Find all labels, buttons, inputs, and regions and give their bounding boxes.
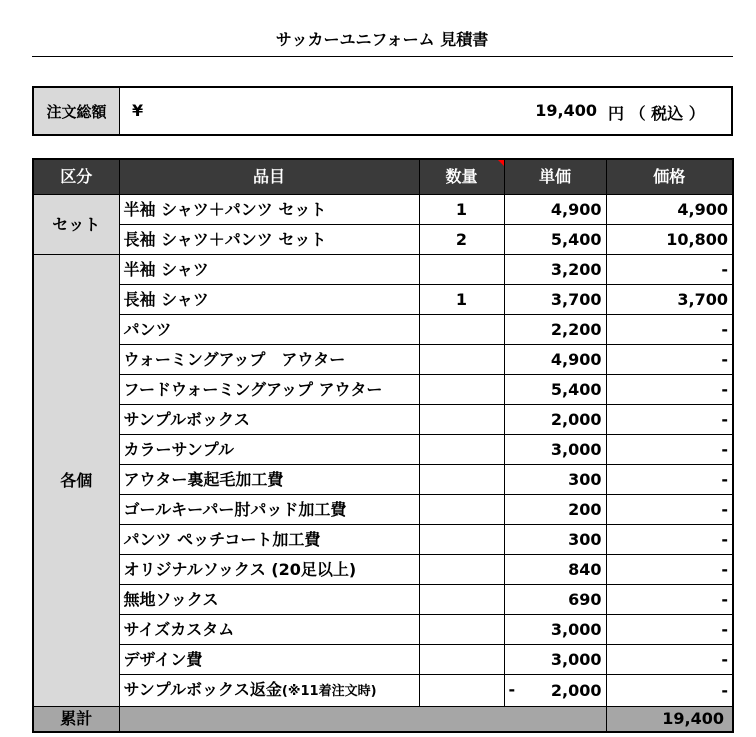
- table-row: [33, 225, 733, 255]
- table-row: [33, 525, 733, 555]
- table-row: [33, 465, 733, 495]
- amount-cell: -: [606, 375, 733, 405]
- unit-price-cell: 5,400: [504, 225, 606, 255]
- table-row: [33, 555, 733, 585]
- item-cell: サイズカスタム: [119, 615, 419, 645]
- order-total-amount: 19,400: [535, 101, 597, 120]
- item-cell: ゴールキーパー肘パッド加工費: [119, 495, 419, 525]
- title-underline: [32, 56, 733, 57]
- table-row: [33, 495, 733, 525]
- quantity-cell: [419, 435, 504, 465]
- quantity-cell: [419, 315, 504, 345]
- quantity-cell: [419, 585, 504, 615]
- amount-cell: -: [606, 315, 733, 345]
- quantity-cell: [419, 525, 504, 555]
- quantity-cell: 1: [419, 195, 504, 225]
- item-cell-refund: [119, 675, 419, 707]
- unit-price-cell: 300: [504, 465, 606, 495]
- table-row: [33, 345, 733, 375]
- sum-amount: 19,400: [606, 707, 733, 733]
- sum-label: 累計: [33, 707, 119, 733]
- header-item: 品目: [119, 159, 419, 195]
- item-cell: ウォーミングアップ アウター: [119, 345, 419, 375]
- unit-price-cell: 4,900: [504, 345, 606, 375]
- item-cell: 長袖 シャツ＋パンツ セット: [119, 225, 419, 255]
- amount-cell: -: [606, 675, 733, 707]
- amount-cell: 3,700: [606, 285, 733, 315]
- sum-spacer: [119, 707, 606, 733]
- item-cell: フードウォーミングアップ アウター: [119, 375, 419, 405]
- refund-item-label: サンプルボックス返金: [123, 680, 282, 699]
- table-row: [33, 255, 733, 285]
- amount-cell: 10,800: [606, 225, 733, 255]
- yen-symbol: ¥: [132, 101, 144, 120]
- unit-price-cell: 3,000: [504, 645, 606, 675]
- table-row: [33, 615, 733, 645]
- unit-price-cell: 4,900: [504, 195, 606, 225]
- table-row: [33, 195, 733, 225]
- quantity-cell: [419, 555, 504, 585]
- header-category: 区分: [33, 159, 119, 195]
- order-total-unit: 円 （ 税込 ）: [608, 104, 705, 123]
- item-cell: サンプルボックス: [119, 405, 419, 435]
- quantity-cell: [419, 345, 504, 375]
- unit-price-cell: 2,000: [504, 405, 606, 435]
- quantity-cell: [419, 375, 504, 405]
- sum-row: [33, 707, 733, 733]
- unit-price-cell-refund: [504, 675, 606, 707]
- amount-cell: -: [606, 615, 733, 645]
- quantity-cell: 1: [419, 285, 504, 315]
- unit-price-cell: 840: [504, 555, 606, 585]
- negative-sign: -: [508, 680, 516, 699]
- item-cell: パンツ: [119, 315, 419, 345]
- item-cell: カラーサンプル: [119, 435, 419, 465]
- unit-price-cell: 3,000: [504, 615, 606, 645]
- table-row: [33, 585, 733, 615]
- item-cell: オリジナルソックス (20足以上): [119, 555, 419, 585]
- header-quantity-label: 数量: [445, 167, 478, 186]
- amount-cell: -: [606, 405, 733, 435]
- quantity-cell: [419, 615, 504, 645]
- header-amount: 価格: [606, 159, 733, 195]
- quantity-cell: [419, 255, 504, 285]
- refund-unit-price: 2,000: [550, 681, 602, 700]
- amount-cell: -: [606, 345, 733, 375]
- quantity-cell: 2: [419, 225, 504, 255]
- unit-price-cell: 3,000: [504, 435, 606, 465]
- table-row: [33, 435, 733, 465]
- amount-cell: -: [606, 495, 733, 525]
- unit-price-cell: 300: [504, 525, 606, 555]
- quantity-cell: [419, 405, 504, 435]
- item-cell: 半袖 シャツ: [119, 255, 419, 285]
- estimate-table: [32, 158, 734, 733]
- category-individual: 各個: [33, 255, 119, 707]
- comment-marker-icon: [498, 160, 504, 166]
- item-cell: デザイン費: [119, 645, 419, 675]
- header-unit-price: 単価: [504, 159, 606, 195]
- item-cell: 半袖 シャツ＋パンツ セット: [119, 195, 419, 225]
- table-row: [33, 285, 733, 315]
- table-row: [33, 315, 733, 345]
- quantity-cell: [419, 645, 504, 675]
- item-cell: アウター裏起毛加工費: [119, 465, 419, 495]
- document-title: サッカーユニフォーム 見積書: [275, 30, 489, 49]
- amount-cell: 4,900: [606, 195, 733, 225]
- table-header-row: [33, 159, 733, 195]
- amount-cell: -: [606, 465, 733, 495]
- item-cell: パンツ ペッチコート加工費: [119, 525, 419, 555]
- amount-cell: -: [606, 585, 733, 615]
- quantity-cell: [419, 675, 504, 707]
- refund-item-note: (※11着注文時): [281, 684, 377, 699]
- order-total-box: [32, 86, 733, 136]
- unit-price-cell: 690: [504, 585, 606, 615]
- quantity-cell: [419, 495, 504, 525]
- category-set: セット: [33, 195, 119, 255]
- amount-cell: -: [606, 255, 733, 285]
- amount-cell: -: [606, 645, 733, 675]
- amount-cell: -: [606, 435, 733, 465]
- order-total-value-cell: [120, 88, 731, 134]
- item-cell: 無地ソックス: [119, 585, 419, 615]
- amount-cell: -: [606, 525, 733, 555]
- table-row: [33, 405, 733, 435]
- unit-price-cell: 3,700: [504, 285, 606, 315]
- table-row-refund: [33, 675, 733, 707]
- item-cell: 長袖 シャツ: [119, 285, 419, 315]
- unit-price-cell: 2,200: [504, 315, 606, 345]
- quantity-cell: [419, 465, 504, 495]
- header-quantity: [419, 159, 504, 195]
- table-row: [33, 375, 733, 405]
- unit-price-cell: 200: [504, 495, 606, 525]
- amount-cell: -: [606, 555, 733, 585]
- unit-price-cell: 5,400: [504, 375, 606, 405]
- unit-price-cell: 3,200: [504, 255, 606, 285]
- table-row: [33, 645, 733, 675]
- order-total-label: 注文総額: [34, 88, 120, 134]
